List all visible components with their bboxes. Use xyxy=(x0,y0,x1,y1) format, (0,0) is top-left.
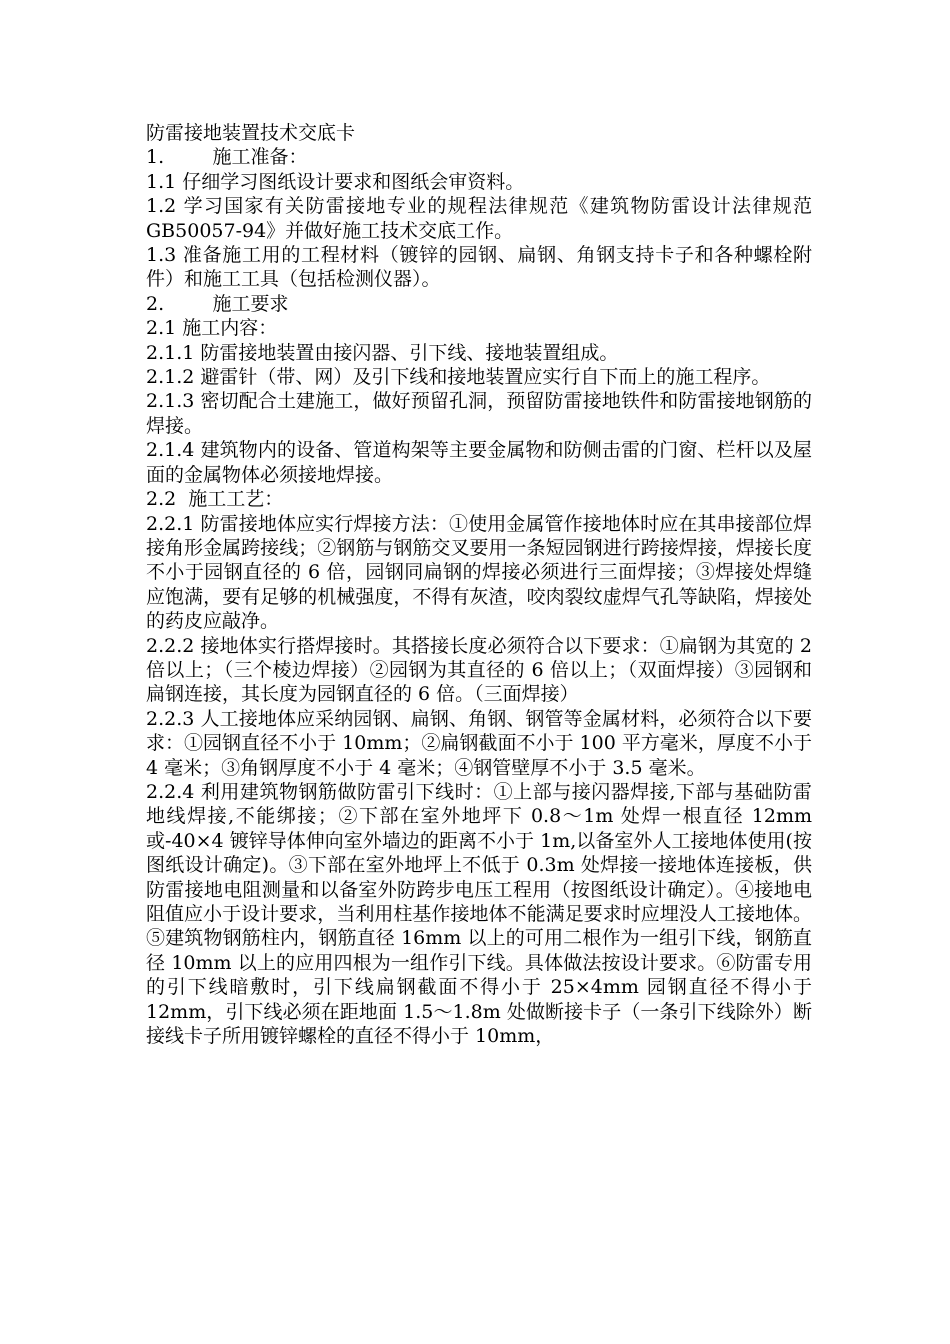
paragraph-2-1-1: 2.1.1 防雷接地装置由接闪器、引下线、接地装置组成。 xyxy=(146,341,619,364)
document-page xyxy=(146,121,812,1048)
paragraph-2-1-2: 2.1.2 避雷针（带、网）及引下线和接地装置应实行自下而上的施工程序。 xyxy=(146,366,771,389)
section-heading-2: 2. 施工要求 xyxy=(146,292,289,315)
paragraph-2-2-4: 2.2.4 利用建筑物钢筋做防雷引下线时：①上部与接闪器焊接,下部与基础防雷地线焊接,不能绑接；②下部在室外地坪下 0.8～1m 处焊一根直径 12mm 或-40×4 镀锌导体伸向室外墙边的距离不小于 1m,以备室外人工接地体使用(按图纸设计确定)。③下部在室外地坪上不低于 0.3m 处焊接一接地体连接板，供防雷接地电阻测量和以备室外防跨步电压工程用（按图纸设计确定）。④接地电阻值应小于设计要求，当利用柱基作接地体不能满足要求时应埋没人工接地体。⑤建筑物钢筋柱内，钢筋直径 16mm 以上的可用二根作为一组引下线，钢筋直径 10mm 以上的应用四根为一组作引下线。具体做法按设计要求。⑥防雷专用的引下线暗敷时，引下线扁钢截面不得小于 25×4mm 园钢直径不得小于 12mm，引下线必须在距地面 1.5～1.8m 处做断接卡子（一条引下线除外）断接线卡子所用镀锌螺栓的直径不得小于 10mm， xyxy=(146,780,812,1048)
paragraph-2-2-1: 2.2.1 防雷接地体应实行焊接方法：①使用金属管作接地体时应在其串接部位焊接角形金属跨接线；②钢筋与钢筋交叉要用一条短园钢进行跨接焊接，焊接长度不小于园钢直径的 6 倍，园钢同扁钢的焊接必须进行三面焊接；③焊接处焊缝应饱满，要有足够的机械强度，不得有灰渣，咬肉裂纹虚焊气孔等缺陷，焊接处的药皮应敲净。 xyxy=(146,512,812,633)
document-title: 防雷接地装置技术交底卡 xyxy=(146,122,356,144)
paragraph-2-1-4: 2.1.4 建筑物内的设备、管道构架等主要金属物和防侧击雷的门窗、栏杆以及屋面的金属物体必须接地焊接。 xyxy=(146,439,812,486)
paragraph-1-3: 1.3 准备施工用的工程材料（镀锌的园钢、扁钢、角钢支持卡子和各种螺栓附件）和施工工具（包括检测仪器）。 xyxy=(146,244,812,291)
paragraph-2-1: 2.1 施工内容： xyxy=(146,317,278,340)
paragraph-2-1-3: 2.1.3 密切配合土建施工，做好预留孔洞，预留防雷接地铁件和防雷接地钢筋的焊接。 xyxy=(146,390,812,437)
paragraph-2-2-3: 2.2.3 人工接地体应采纳园钢、扁钢、角钢、钢管等金属材料，必须符合以下要求：①园钢直径不小于 10mm；②扁钢截面不小于 100 平方毫米，厚度不小于 4 毫米；③角钢厚度不小于 4 毫米；④钢管壁厚不小于 3.5 毫米。 xyxy=(146,707,812,779)
section-heading-1: 1. 施工准备： xyxy=(146,146,308,169)
paragraph-2-2-2: 2.2.2 接地体实行搭焊接时。其搭接长度必须符合以下要求：①扁钢为其宽的 2 倍以上；（三个棱边焊接）②园钢为其直径的 6 倍以上；（双面焊接）③园钢和扁钢连接，其长度为园钢直径的 6 倍。（三面焊接） xyxy=(146,634,812,706)
paragraph-1-2: 1.2 学习国家有关防雷接地专业的规程法律规范《建筑物防雷设计法律规范 GB50057-94》并做好施工技术交底工作。 xyxy=(146,195,812,242)
paragraph-2-2: 2.2 施工工艺： xyxy=(146,488,284,511)
paragraph-1-1: 1.1 仔细学习图纸设计要求和图纸会审资料。 xyxy=(146,170,525,193)
